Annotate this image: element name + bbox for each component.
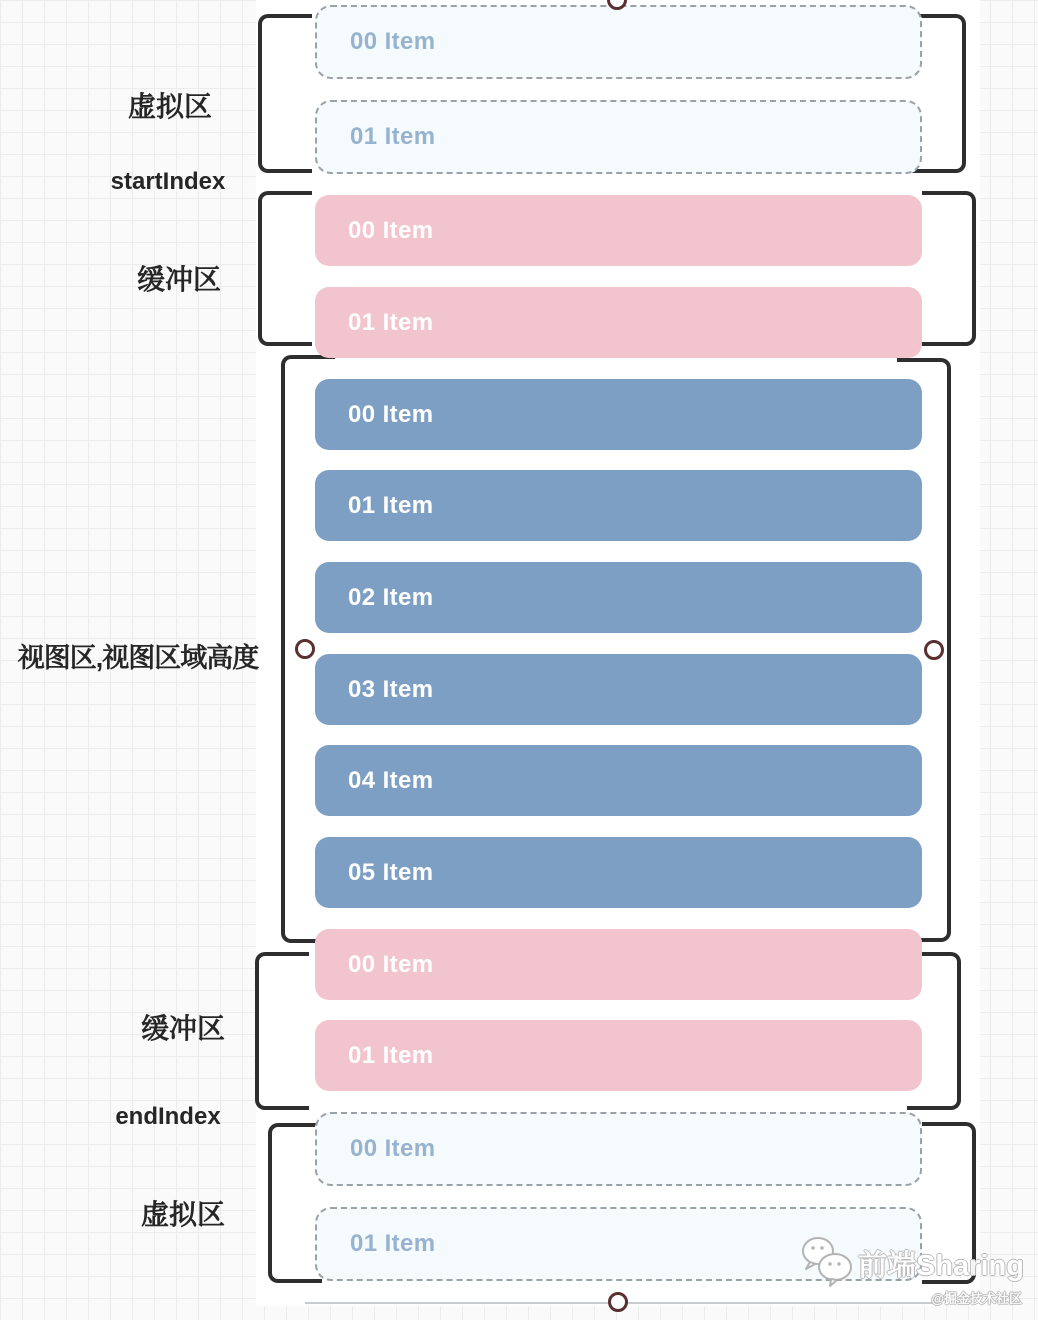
- view-item: 02 Item: [315, 562, 922, 633]
- label-buffer-bottom: 缓冲区: [140, 1013, 225, 1044]
- watermark: [798, 1234, 1030, 1307]
- view-item: 00 Item: [315, 379, 922, 450]
- virtual-item: 01 Item: [315, 100, 922, 174]
- label-virtual-top: 虚拟区: [127, 91, 212, 122]
- bracket-right-buffer-top: [922, 191, 976, 346]
- label-end-index: endIndex: [115, 1103, 221, 1130]
- label-viewport: 视图区,视图区域高度: [17, 643, 259, 673]
- buffer-item: 00 Item: [315, 195, 922, 266]
- label-virtual-bottom: 虚拟区: [140, 1199, 225, 1230]
- buffer-item: 01 Item: [315, 1020, 922, 1091]
- connection-point-bottom: [608, 1292, 628, 1312]
- buffer-item: 01 Item: [315, 287, 922, 358]
- watermark-community: @掘金技术社区: [931, 1291, 1022, 1306]
- bracket-left-buffer-top: [258, 191, 312, 346]
- watermark-brand: 前端Sharing: [858, 1250, 1024, 1282]
- view-item: 01 Item: [315, 470, 922, 541]
- bracket-left-virtual-bottom: [268, 1123, 322, 1283]
- virtual-item: 01 Item: [315, 1207, 922, 1281]
- view-item: 04 Item: [315, 745, 922, 816]
- wechat-icon: [798, 1234, 856, 1293]
- virtual-item: 00 Item: [315, 5, 922, 79]
- label-start-index: startIndex: [110, 168, 226, 195]
- buffer-item: 00 Item: [315, 929, 922, 1000]
- bracket-left-buffer-bottom: [255, 952, 309, 1110]
- virtual-item: 00 Item: [315, 1112, 922, 1186]
- connection-point-right: [924, 640, 944, 660]
- bracket-left-virtual-top: [258, 14, 312, 173]
- label-buffer-top: 缓冲区: [136, 264, 221, 295]
- connection-point-left: [295, 639, 315, 659]
- view-item: 05 Item: [315, 837, 922, 908]
- view-item: 03 Item: [315, 654, 922, 725]
